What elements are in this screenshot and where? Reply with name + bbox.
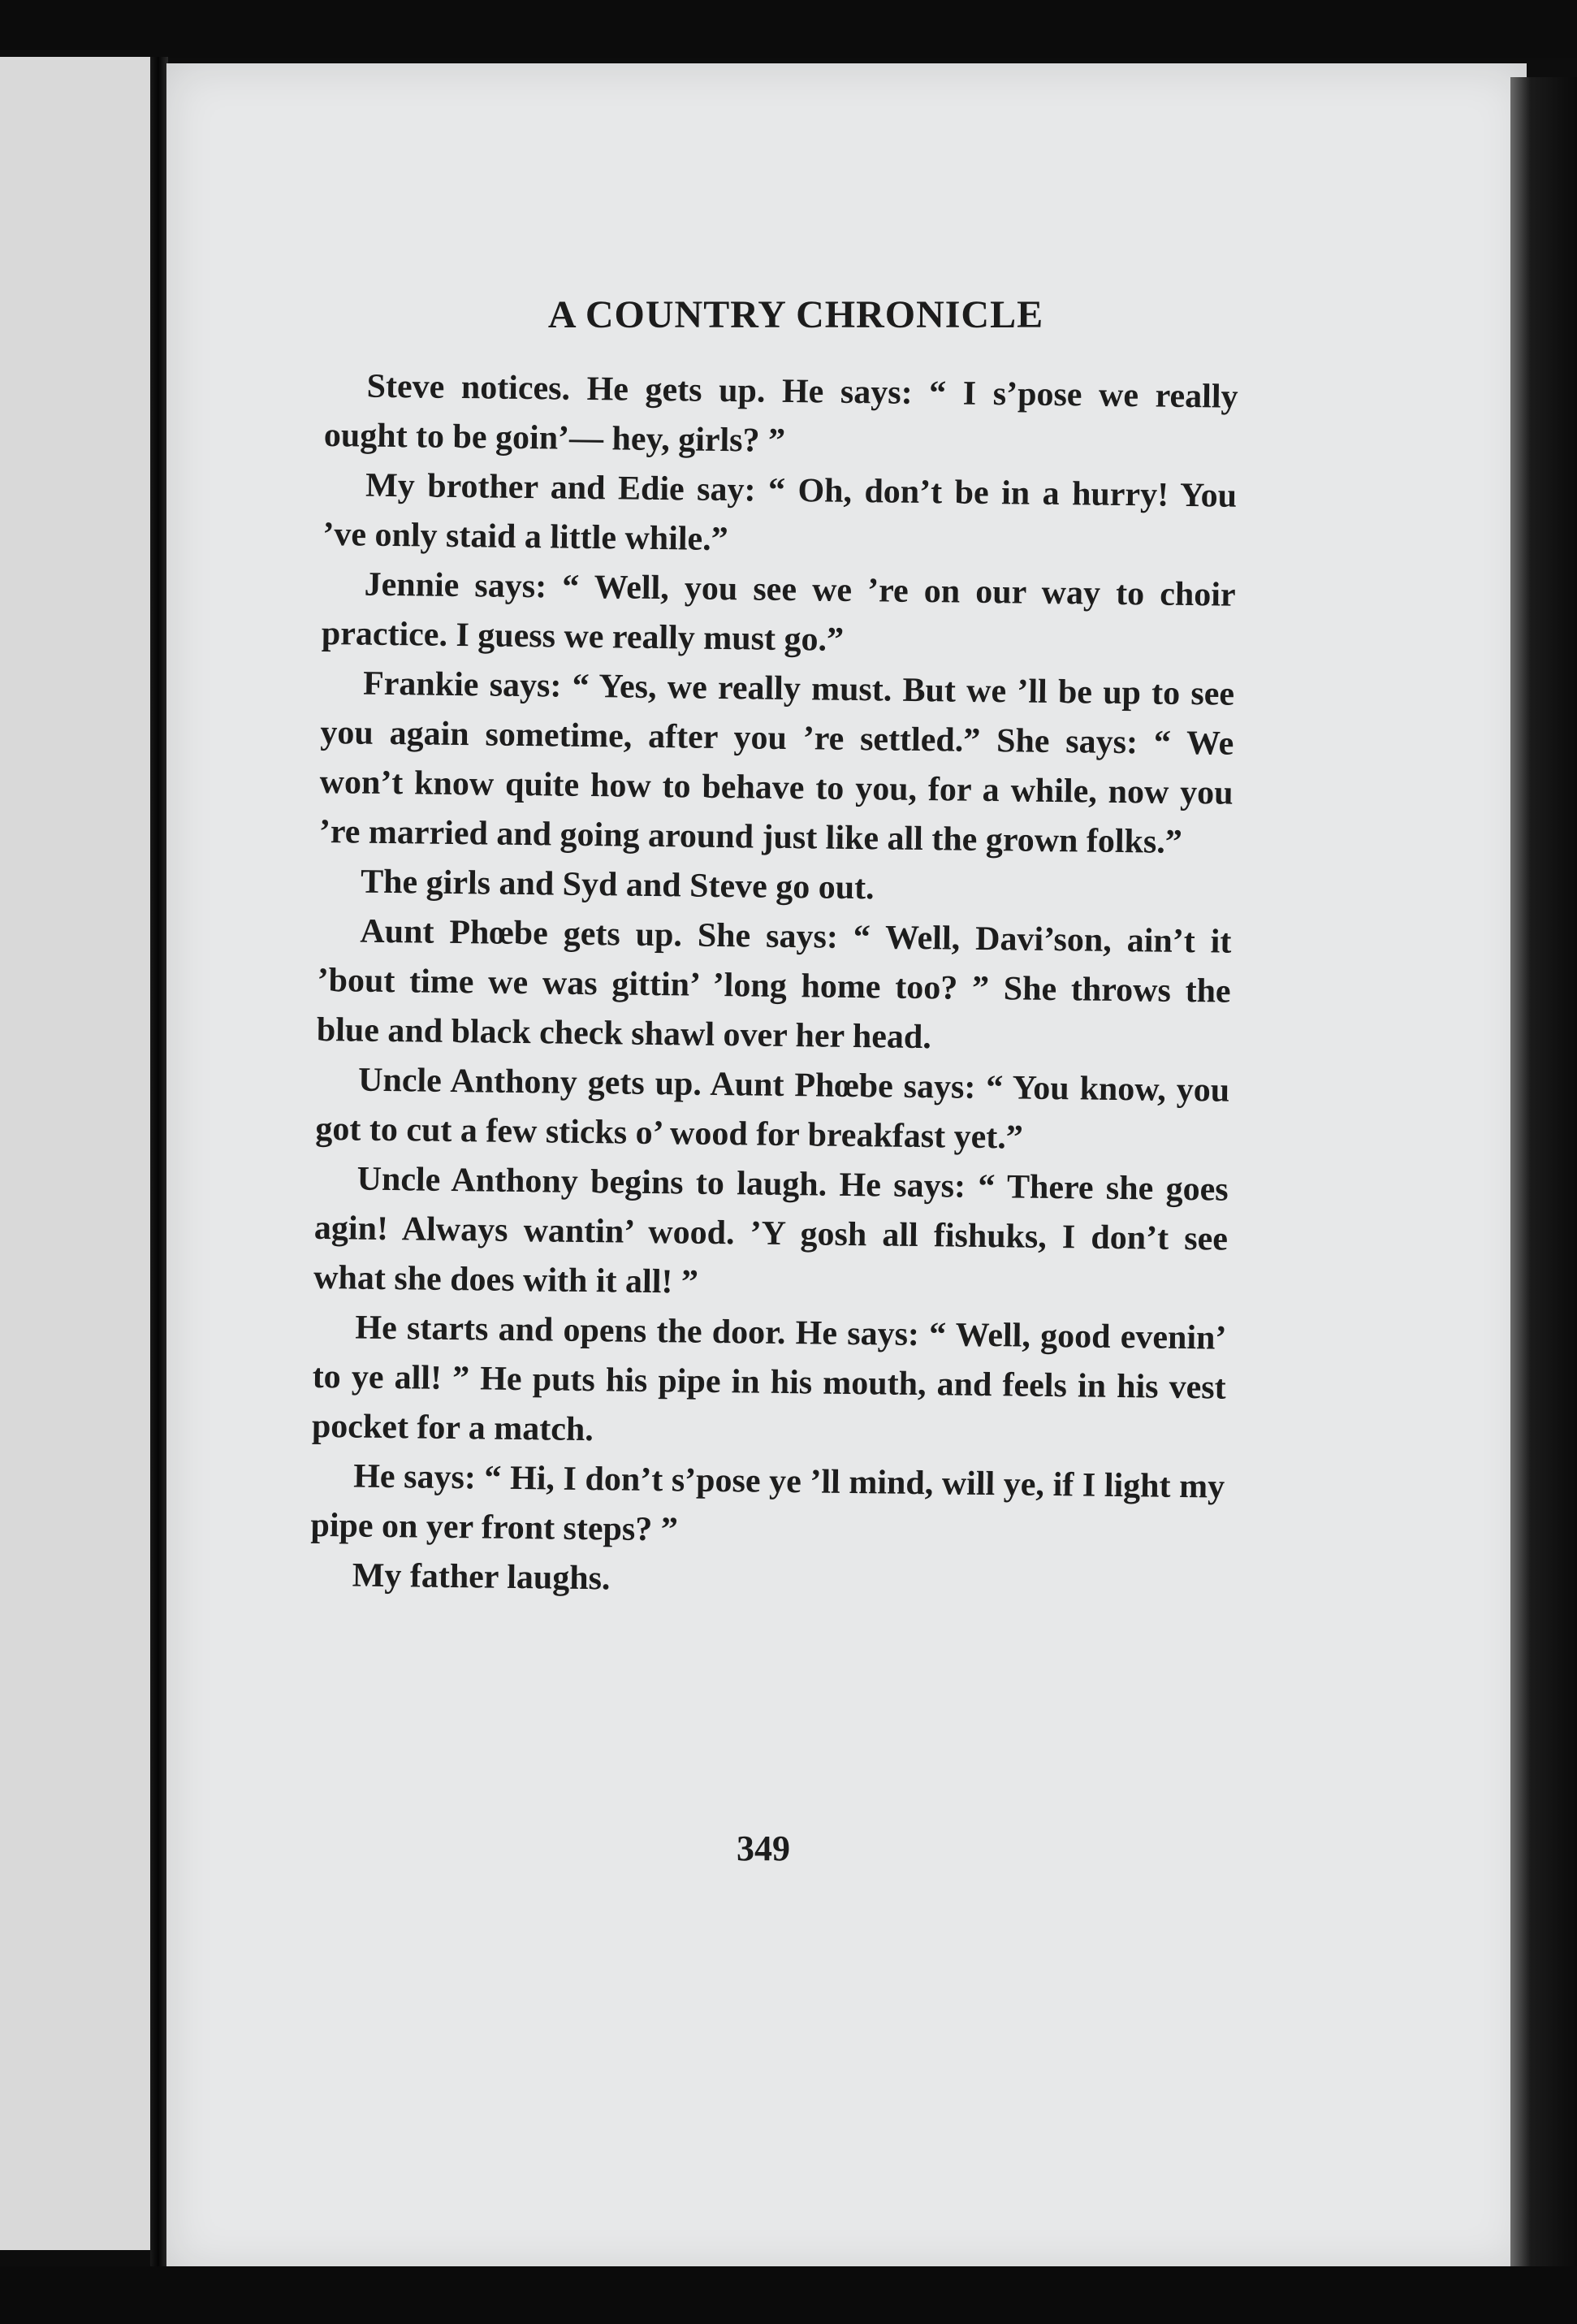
paragraph: Uncle Anthony begins to laugh. He says: “ There she goes agin! Always wantin’ wood. ’Y gosh all fishuks, I don’t see what she does with it all! ”	[313, 1160, 1229, 1301]
scan-border-top	[0, 0, 1577, 58]
page-number: 349	[737, 1828, 790, 1868]
paragraph: Aunt Phœbe gets up. She says: “ Well, Davi’son, ain’t it ’bout time we was gittin’ ’long home too? ” She throws the blue and black check shawl over her head.	[316, 912, 1232, 1057]
facing-page-edge	[0, 57, 153, 2250]
paragraph: The girls and Syd and Steve go out.	[360, 863, 875, 907]
scan-border-bottom	[0, 2266, 1577, 2324]
paragraph: My brother and Edie say: “ Oh, don’t be in a hurry! You ’ve only staid a little while.”	[322, 466, 1238, 559]
book-gutter	[150, 57, 168, 2283]
running-head: A COUNTRY CHRONICLE	[547, 293, 1044, 336]
paragraph: Frankie says: “ Yes, we really must. But we ’ll be up to see you again sometime, after you ’re settled.” She says: “ We won’t know quite how to behave to you, for a while, now you ’re married and going around just like all the grown folks.”	[318, 664, 1235, 861]
paragraph: He says: “ Hi, I don’t s’pose ye ’ll mind, will ye, if I light my pipe on yer front steps? ”	[310, 1457, 1225, 1549]
body-text	[309, 361, 1238, 1612]
paragraph: Jennie says: “ Well, you see we ’re on our way to choir practice. I guess we really must go.”	[321, 565, 1236, 659]
paragraph: Steve notices. He gets up. He says: “ I s’pose we really ought to be goin’— hey, girls? ”	[323, 367, 1238, 460]
paragraph: Uncle Anthony gets up. Aunt Phœbe says: “ You know, you got to cut a few sticks o’ wood for breakfast yet.”	[315, 1061, 1230, 1157]
page-edge-shadow	[1510, 77, 1577, 2324]
paragraph: He starts and opens the door. He says: “ Well, good evenin’ to ye all! ” He puts his pipe in his mouth, and feels in his vest pocket for a match.	[311, 1309, 1227, 1449]
paragraph: My father laughs.	[352, 1556, 611, 1598]
